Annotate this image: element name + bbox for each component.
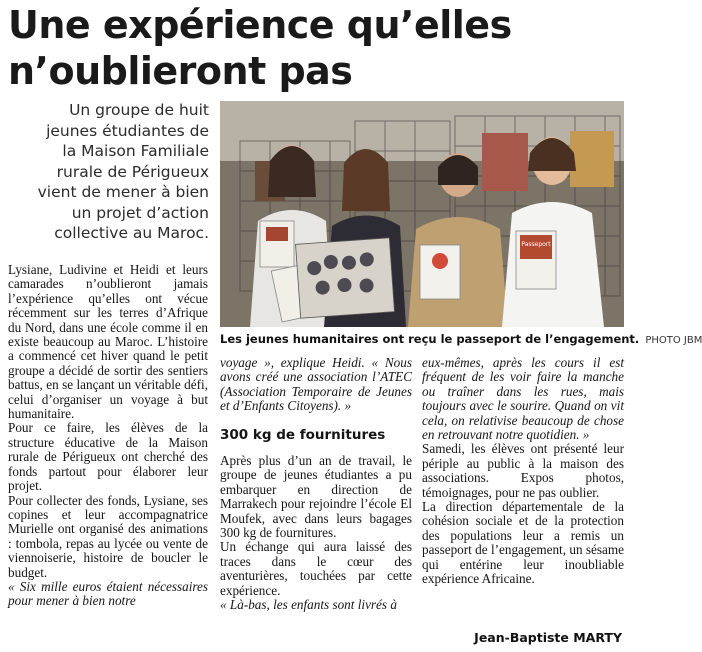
quote-paragraph: eux-mêmes, après les cours il est fréquent de les voir faire la manche ou traîner dans les rues, mais toujours avec le sourire. Quand on vit cela, on relativise beaucoup de chose en retrouvant notre quotidien. »	[422, 355, 624, 443]
caption-text: Les jeunes humanitaires ont reçu le passeport de l’engagement.	[220, 332, 640, 346]
passport-label: Passeport	[521, 241, 551, 248]
photo-illustration	[220, 101, 624, 327]
quote-paragraph: « Six mille euros étaient nécessaires pour mener à bien notre	[8, 578, 208, 609]
lead-paragraph	[9, 100, 209, 244]
lead-line: la Maison Familiale	[62, 142, 209, 160]
quote-paragraph: voyage », explique Heidi. « Nous avons créé une association l’ATEC (Association Temporaire de Jeunes et d’Enfants Citoyens). »	[220, 355, 412, 414]
subheading: 300 kg de fournitures	[220, 426, 386, 443]
headline-line-2: n’oublieront pas	[8, 49, 353, 93]
paragraph: Lysiane, Ludivine et Heidi et leurs camarades n’oublieront jamais l’expérience qu’elles ont vécue récemment sur les terres d’Afrique du Nord, dans une école comme il en existe beaucoup au Maroc. L’histoire a commencé cet hiver quand le petit groupe a décidé de sortir des sentiers battus, en se lançant un véritable défi, celui d’organiser un voyage à but humanitaire.	[8, 262, 208, 422]
quote-paragraph: « Là-bas, les enfants sont livrés à	[220, 597, 397, 613]
paragraph: Un échange qui aura laissé des traces dans le cœur des aventurières, touchées par cette expérience.	[220, 539, 412, 598]
photo-credit: PHOTO JBM	[645, 335, 702, 346]
lead-line: vient de mener à bien	[37, 183, 209, 201]
lead-line: un projet d’action	[71, 203, 209, 222]
lead-line: jeunes étudiantes de	[46, 121, 209, 140]
paragraph: Pour collecter des fonds, Lysiane, ses copines et leur accompagnatrice Murielle ont organisé des animations : tombola, repas au lycée ou vente de viennoiserie, histoire de boucler le budget.	[8, 492, 208, 580]
article-photo	[220, 101, 624, 327]
headline-line-1: Une expérience qu’elles	[8, 3, 512, 47]
paragraph: Samedi, les élèves ont présenté leur périple au public à la maison des associations. Expos photos, témoignages, pour ne pas oublier.	[422, 441, 624, 500]
lead-line: Un groupe de huit	[69, 101, 209, 119]
column-1	[8, 263, 208, 609]
paragraph: Après plus d’un an de travail, le groupe de jeunes étudiantes a pu embarquer en direction de Marrakech pour rejoindre l’école El Moufek, avec dans leurs bagages 300 kg de fournitures.	[220, 453, 412, 541]
lead-line: rurale de Périgueux	[56, 162, 209, 181]
column-3	[422, 356, 624, 587]
paragraph: La direction départementale de la cohésion sociale et de la protection des populations leur a remis un passeport de l’engagement, un sésame qui entérine leur inoubliable expérience Africaine.	[422, 499, 624, 587]
photo-caption	[220, 332, 702, 346]
paragraph: Pour ce faire, les élèves de la structure éducative de la Maison rurale de Périgueux ont cherché des fonds partout pour élaborer leur projet.	[8, 420, 208, 494]
author-byline: Jean-Baptiste MARTY	[474, 630, 622, 645]
headline	[8, 2, 623, 94]
lead-line: collective au Maroc.	[54, 224, 209, 242]
column-2	[220, 356, 412, 613]
